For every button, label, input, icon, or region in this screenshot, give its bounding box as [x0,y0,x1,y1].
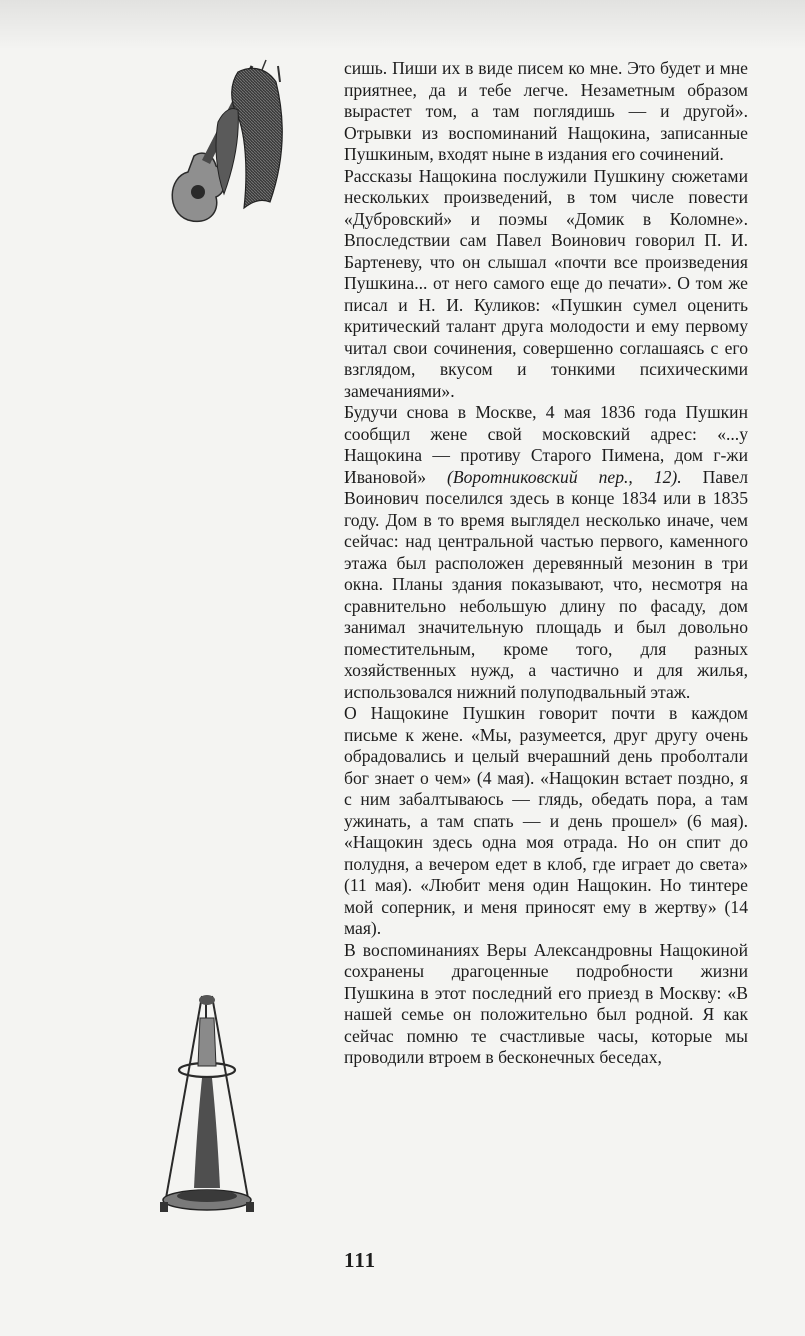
paragraph-2: Рассказы Нащокина послужили Пушкину сюжетами нескольких произведений, в том числе повести «Дубровский» и поэмы «Домик в Коломне». Впоследствии сам Павел Воинович говорил П. И. Бартеневу, что он слышал «почти все произведения Пушкина... от него самого еще до печати». О том же писал и Н. И. Куликов: «Пушкин сумел оценить критический талант друга молодости и ему первому читал свои сочинения, совершенно соглашаясь с его взглядом, вкусом и тонкими психическими замечаниями». [344,165,748,401]
guitar-with-cloak-illustration [158,52,308,232]
candlestick-lamp-illustration [152,988,262,1223]
text-column [344,58,748,1069]
paragraph-3 [344,402,748,703]
scan-shadow [0,0,805,50]
page-number: 111 [344,1248,377,1272]
paragraph-1: сишь. Пиши их в виде писем ко мне. Это будет и мне приятнее, да и тебе легче. Незаметным образом вырастет том, а там поглядишь — и другой». Отрывки из воспоминаний Нащокина, записанные Пушкиным, входят ныне в издания его сочинений. [344,58,748,164]
address-note: (Воротниковский пер., 12). [447,466,682,487]
paragraph-5: В воспоминаниях Веры Александровны Нащокиной сохранены драгоценные подробности жизни Пушкина в этот последний его приезд в Москву: «В нашей семье он положительно был родной. Я как сейчас помню те счастливые часы, которые мы проводили втроем в бесконечных беседах, [344,939,748,1067]
paragraph-3-text: Будучи снова в Москве, 4 мая 1836 года Пушкин сообщил жене свой московский адрес: «...у Нащокина — противу Старого Пимена, дом г-жи Ивановой» [344,402,748,487]
paragraph-3-continuation: Павел Воинович поселился здесь в конце 1834 или в 1835 году. Дом в то время выглядел несколько иначе, чем сейчас: над центральной частью первого, каменного этажа был расположен деревянный мезонин в три окна. Планы здания показывают, что, несмотря на сравнительно небольшую длину по фасаду, дом занимал значительную площадь и был довольно поместительным, кроме того, для разных хозяйственных нужд, а частично и для жилья, использовался нижний полуподвальный этаж. [344,466,748,702]
paragraph-4: О Нащокине Пушкин говорит почти в каждом письме к жене. «Мы, разумеется, друг другу очень обрадовались и целый вчерашний день проболтали бог знает о чем» (4 мая). «Нащокин встает поздно, я с ним забалтываюсь — глядь, обедать пора, а там ужинать, а там спать — и день прошел» (6 мая). «Нащокин здесь одна моя отрада. Но он спит до полудня, а вечером едет в клоб, где играет до света» (11 мая). «Любит меня один Нащокин. Но тинтере мой соперник, и меня приносят ему в жертву» (14 мая). [344,703,748,938]
